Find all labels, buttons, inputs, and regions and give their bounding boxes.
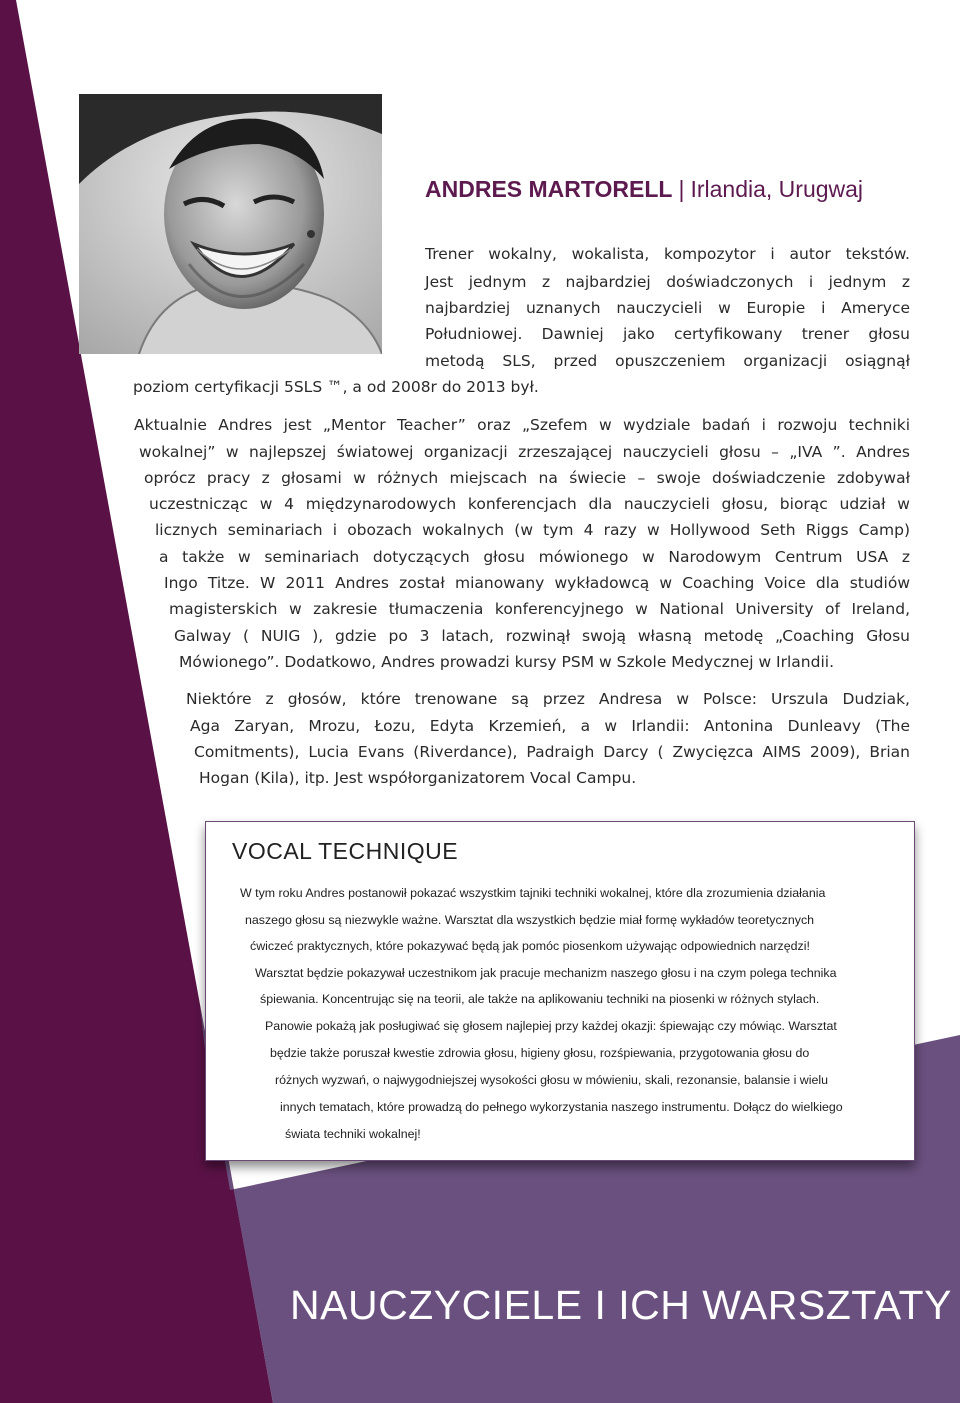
bio-intro-line: Trener wokalny, wokalista, kompozytor i autor tekstów.: [425, 245, 910, 263]
bio-students-line: Niektóre z głosów, które trenowane są przez Andresa w Polsce: Urszula Dudziak,: [186, 690, 910, 708]
bio-career-line: oprócz pracy z głosami w różnych miejscach na świecie – swoje doświadczenie zdobywał: [144, 469, 910, 487]
bio-career-line: magisterskich w zakresie tłumaczenia konferencyjnego w National University of Ireland,: [169, 600, 910, 618]
workshop-description-line: Warsztat będzie pokazywał uczestnikom jak pracuje mechanizm naszego głosu i na czym polega technika: [255, 966, 837, 980]
workshop-description-line: ćwiczeć praktycznych, które pokazywać będą jak pomóc piosenkom używając odpowiednich narzędzi!: [250, 939, 810, 953]
bio-intro-line: najbardziej uznanych nauczycieli w Europie i Ameryce: [425, 299, 910, 317]
bio-career-line: uczestnicząc w 4 międzynarodowych konferencjach dla nauczycieli głosu, biorąc udział w: [149, 495, 910, 513]
teacher-name: ANDRES MARTORELL: [425, 176, 673, 202]
workshop-title: VOCAL TECHNIQUE: [232, 838, 459, 864]
heading-separator: |: [678, 176, 685, 202]
bio-career-line: Ingo Titze. W 2011 Andres został mianowany wykładowcą w Coaching Voice dla studiów: [164, 574, 910, 592]
teacher-heading: [425, 176, 863, 203]
workshop-description-line: będzie także poruszał kwestie zdrowia głosu, higieny głosu, rozśpiewania, przygotowania głosu do: [270, 1046, 810, 1060]
workshop-description-line: W tym roku Andres postanowił pokazać wszystkim tajniki techniki wokalnej, które dla zrozumienia działania: [240, 886, 826, 900]
bio-career-line: licznych seminariach i obozach wokalnych (w tym 4 razy w Hollywood Seth Riggs Camp): [155, 521, 910, 539]
workshop-description-line: innych tematach, które prowadzą do pełnego wykorzystania naszego instrumentu. Dołącz do wielkiego: [280, 1100, 843, 1114]
bio-career-line: Mówionego”. Dodatkowo, Andres prowadzi kursy PSM w Szkole Medycznej w Irlandii.: [179, 653, 835, 671]
bio-career-line: a także w seminariach dotyczących głosu mówionego w Narodowym Centrum USA z: [159, 548, 910, 566]
bio-career-line: Galway ( NUIG ), gdzie po 3 latach, rozwinął swoją własną metodę „Coaching Głosu: [174, 627, 910, 645]
bio-career-line: wokalnej” w najlepszej światowej organizacji zrzeszającej nauczycieli głosu – „IVA ”. Andres: [139, 443, 910, 461]
bio-intro-line: metodą SLS, przed opuszczeniem organizacji osiągnął: [425, 352, 910, 370]
workshop-description-line: śpiewania. Koncentrując się na teorii, ale także na aplikowaniu techniki na piosenki w różnych stylach.: [260, 992, 820, 1006]
bio-career-line: Aktualnie Andres jest „Mentor Teacher” oraz „Szefem w wydziale badań i rozwoju techniki: [134, 416, 910, 434]
bio-intro-line: Południowej. Dawniej jako certyfikowany trener głosu: [425, 325, 910, 343]
teacher-location: Irlandia, Urugwaj: [690, 176, 864, 202]
workshop-description-line: naszego głosu są niezwykle ważne. Warsztat dla wszystkich będzie miał formę wykładów teoretycznych: [245, 913, 815, 927]
bio-students-line: Comitments), Lucia Evans (Riverdance), Padraigh Darcy ( Zwycięzca AIMS 2009), Brian: [194, 743, 910, 761]
bio-students-line: Hogan (Kila), itp. Jest współorganizatorem Vocal Campu.: [199, 769, 637, 787]
workshop-description-line: różnych wyzwań, o najwygodniejszej wysokości głosu w mówieniu, skali, rezonansie, balansie i wielu: [275, 1073, 829, 1087]
bio-intro-line: Jest jednym z najbardziej doświadczonych i jednym z: [425, 273, 910, 291]
bio-intro-line: poziom certyfikacji 5SLS ™, a od 2008r do 2013 był.: [133, 378, 539, 396]
bio-students-line: Aga Zaryan, Mrozu, Łozu, Edyta Krzemień, a w Irlandii: Antonina Dunleavy (The: [190, 717, 910, 735]
portrait-photo: [79, 94, 382, 354]
workshop-description-line: świata techniki wokalnej!: [285, 1127, 421, 1141]
footer-title: NAUCZYCIELE I ICH WARSZTATY: [290, 1282, 952, 1328]
workshop-description-line: Panowie pokażą jak posługiwać się głosem najlepiej przy każdej okazji: śpiewając czy mówiąc. Warsztat: [265, 1019, 837, 1033]
